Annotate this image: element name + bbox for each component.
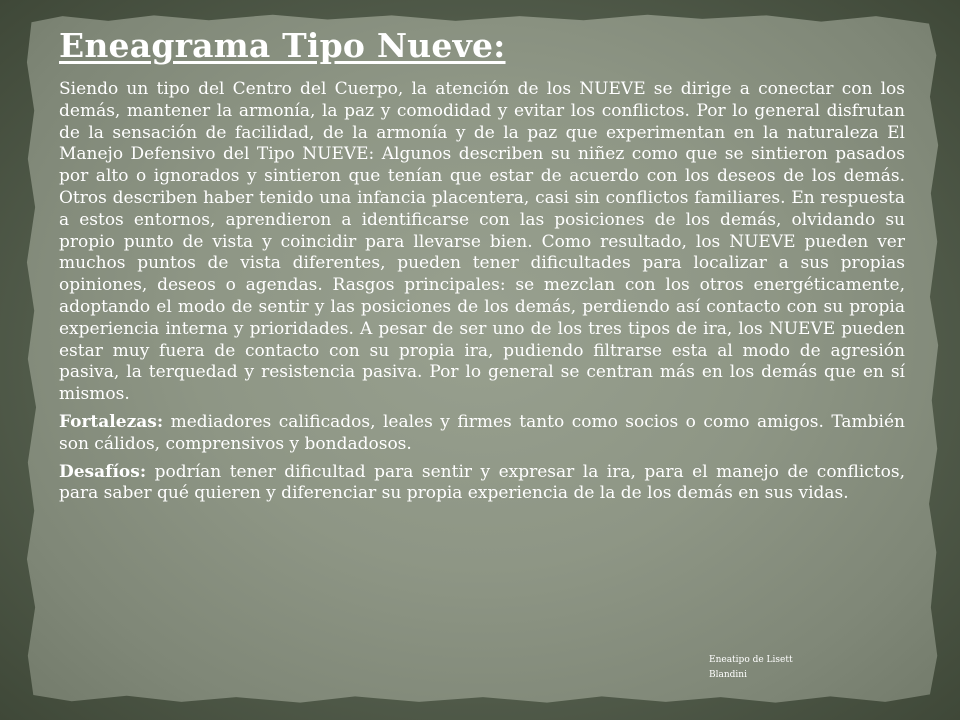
footer-line-1: Eneatipo de Lisett [709, 655, 793, 665]
challenges-paragraph [59, 462, 905, 506]
strengths-paragraph [59, 412, 905, 456]
strengths-text: mediadores calificados, leales y firmes tanto como socios o como amigos. También son cálidos, comprensivos y bondadosos. [59, 411, 905, 454]
intro-paragraph: Siendo un tipo del Centro del Cuerpo, la atención de los NUEVE se dirige a conectar con los demás, mantener la armonía, la paz y comodidad y evitar los conflictos. Por lo general disfrutan de la sensación de facilidad, de la armonía y de la paz que experimentan en la naturaleza El Manejo Defensivo del Tipo NUEVE: Algunos describen su niñez como que se sintieron pasados por alto o ignorados y sintieron que tenían que estar de acuerdo con los deseos de los demás. Otros describen haber tenido una infancia placentera, casi sin conflictos familiares. En respuesta a estos entornos, aprendieron a identificarse con las posiciones de los demás, olvidando su propio punto de vista y coincidir para llevarse bien. Como resultado, los NUEVE pueden ver muchos puntos de vista diferentes, pueden tener dificultades para localizar a sus propias opiniones, deseos o agendas. Rasgos principales: se mezclan con los otros energéticamente, adoptando el modo de sentir y las posiciones de los demás, perdiendo así contacto con su propia experiencia interna y prioridades. A pesar de ser uno de los tres tipos de ira, los NUEVE pueden estar muy fuera de contacto con su propia ira, pudiendo filtrarse esta al modo de agresión pasiva, la terquedad y resistencia pasiva. Por lo general se centran más en los demás que en sí mismos. [59, 79, 905, 405]
strengths-label: Fortalezas: [59, 411, 164, 432]
slide-content [59, 26, 905, 511]
slide-title: Eneagrama Tipo Nueve: [59, 26, 506, 65]
challenges-label: Desafíos: [59, 461, 147, 482]
challenges-text: podrían tener dificultad para sentir y expresar la ira, para el manejo de conflictos, para saber qué quieren y diferenciar su propia experiencia de la de los demás en sus vidas. [59, 461, 905, 504]
author-footer [709, 653, 839, 683]
footer-line-2: Blandini [709, 670, 747, 680]
